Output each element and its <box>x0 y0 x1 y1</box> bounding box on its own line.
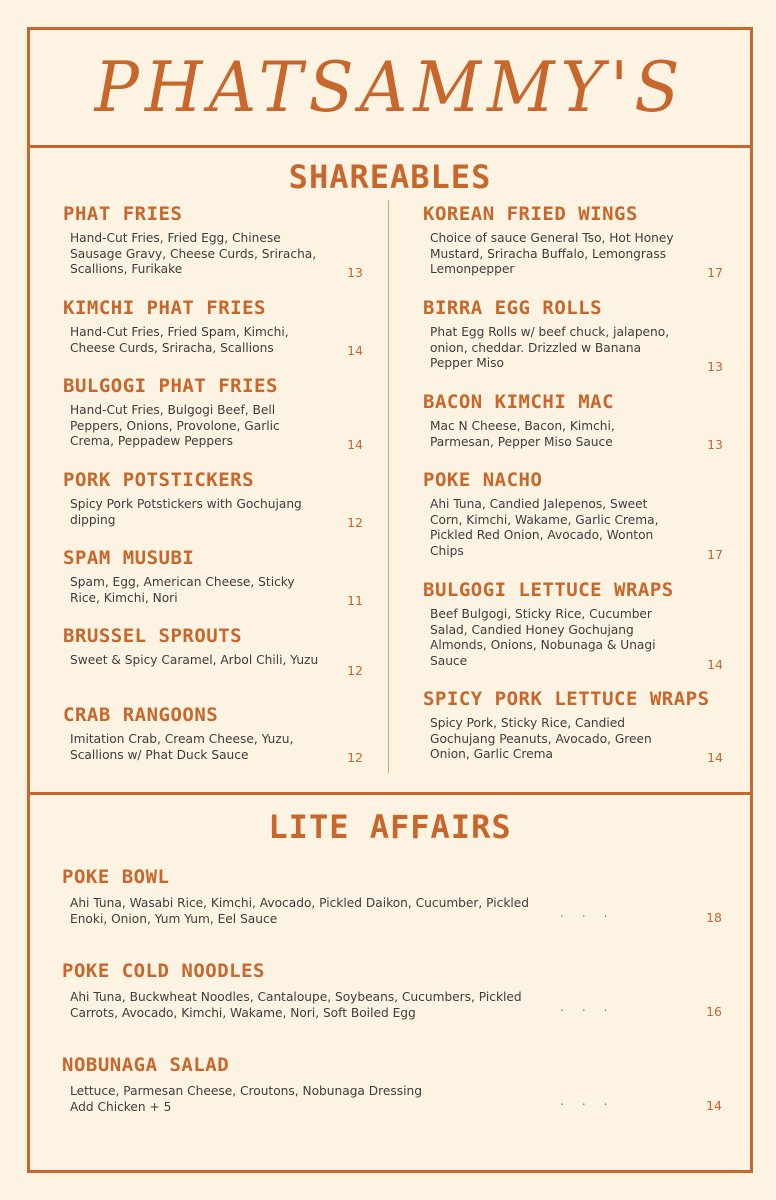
item-price: 13 <box>707 359 723 374</box>
item-name: PORK POTSTICKERS <box>63 469 255 491</box>
column-divider <box>388 200 389 773</box>
item-name: POKE NACHO <box>423 469 543 491</box>
menu-item <box>423 297 723 372</box>
item-name: CRAB RANGOONS <box>63 704 219 726</box>
item-name: BRUSSEL SPROUTS <box>63 625 243 647</box>
item-description: Beef Bulgogi, Sticky Rice, Cucumber Salad, Candied Honey Gochujang Almonds, Onions, Nobunaga & Unagi Sauce <box>430 607 656 668</box>
item-description: Sweet & Spicy Caramel, Arbol Chili, Yuzu <box>70 653 319 667</box>
item-description: Hand-Cut Fries, Bulgogi Beef, Bell Peppers, Onions, Provolone, Garlic Crema, Peppadew Peppers <box>70 403 280 449</box>
item-price: 14 <box>707 657 723 672</box>
item-description: Imitation Crab, Cream Cheese, Yuzu, Scallions w/ Phat Duck Sauce <box>70 732 294 762</box>
item-description: Spicy Pork, Sticky Rice, Candied Gochujang Peanuts, Avocado, Green Onion, Garlic Crema <box>430 716 652 762</box>
item-name: BIRRA EGG ROLLS <box>423 297 603 319</box>
item-name: SPAM MUSUBI <box>63 547 195 569</box>
item-name: KOREAN FRIED WINGS <box>423 203 638 225</box>
item-description: Mac N Cheese, Bacon, Kimchi, Parmesan, Pepper Miso Sauce <box>430 419 615 449</box>
item-description: Spicy Pork Potstickers with Gochujang dipping <box>70 497 302 527</box>
item-price: 11 <box>347 593 363 608</box>
item-name: KIMCHI PHAT FRIES <box>63 297 266 319</box>
menu-item <box>63 625 363 678</box>
item-name: NOBUNAGA SALAD <box>62 1054 230 1076</box>
item-price: 14 <box>347 437 363 452</box>
menu-item <box>423 203 723 278</box>
restaurant-title: PHATSAMMY'S <box>94 47 686 128</box>
item-name: POKE BOWL <box>62 866 170 888</box>
item-price: 12 <box>347 663 363 678</box>
item-description-line: Lettuce, Parmesan Cheese, Croutons, Nobunaga Dressing <box>70 1084 422 1098</box>
menu-item <box>63 547 363 606</box>
item-description: Hand-Cut Fries, Fried Egg, Chinese Sausage Gravy, Cheese Curds, Sriracha, Scallions, Furikake <box>70 231 317 277</box>
item-price: 12 <box>347 750 363 765</box>
menu-item <box>63 375 363 450</box>
item-description: Ahi Tuna, Candied Jalepenos, Sweet Corn, Kimchi, Wakame, Garlic Crema, Pickled Red Onion, Avocado, Wonton Chips <box>430 497 659 558</box>
item-description: Phat Egg Rolls w/ beef chuck, jalapeno, onion, cheddar. Drizzled w Banana Pepper Miso <box>430 325 670 371</box>
item-description: Ahi Tuna, Buckwheat Noodles, Cantaloupe, Soybeans, Cucumbers, Pickled Carrots, Avocado, Kimchi, Wakame, Nori, Soft Boiled Egg <box>70 990 522 1020</box>
leader-dots: ... <box>560 906 626 920</box>
leader-dots: ... <box>560 1000 626 1014</box>
item-name: BULGOGI PHAT FRIES <box>63 375 278 397</box>
item-description <box>70 1084 540 1115</box>
item-description: Spam, Egg, American Cheese, Sticky Rice, Kimchi, Nori <box>70 575 295 605</box>
menu-item <box>62 1054 722 1115</box>
item-price: 14 <box>707 750 723 765</box>
item-name: BULGOGI LETTUCE WRAPS <box>423 579 674 601</box>
leader-dots: ... <box>560 1094 626 1108</box>
item-description: Choice of sauce General Tso, Hot Honey Mustard, Sriracha Buffalo, Lemongrass Lemonpepper <box>430 231 674 277</box>
item-price: 14 <box>706 1098 722 1113</box>
shareables-heading: SHAREABLES <box>288 158 492 196</box>
item-price: 18 <box>706 910 722 925</box>
item-name: BACON KIMCHI MAC <box>423 391 615 413</box>
menu-item <box>63 297 363 356</box>
menu-frame <box>27 27 753 1173</box>
item-description: Ahi Tuna, Wasabi Rice, Kimchi, Avocado, Pickled Daikon, Cucumber, Pickled Enoki, Onion, Yum Yum, Eel Sauce <box>70 896 530 926</box>
menu-item <box>62 866 722 927</box>
item-name: SPICY PORK LETTUCE WRAPS <box>423 688 710 710</box>
section-divider <box>30 792 750 795</box>
item-addon: Add Chicken + 5 <box>70 1099 172 1114</box>
title-band <box>30 30 750 148</box>
item-name: PHAT FRIES <box>63 203 183 225</box>
item-price: 12 <box>347 515 363 530</box>
menu-item <box>63 203 363 278</box>
item-price: 17 <box>707 547 723 562</box>
menu-item <box>62 960 722 1021</box>
menu-item <box>423 688 723 763</box>
menu-item <box>63 469 363 528</box>
item-price: 17 <box>707 265 723 280</box>
item-price: 13 <box>347 265 363 280</box>
item-price: 16 <box>706 1004 722 1019</box>
menu-item <box>63 704 363 763</box>
item-description: Hand-Cut Fries, Fried Spam, Kimchi, Cheese Curds, Sriracha, Scallions <box>70 325 289 355</box>
item-name: POKE COLD NOODLES <box>62 960 265 982</box>
menu-item <box>423 469 723 562</box>
menu-item <box>423 579 723 672</box>
item-price: 14 <box>347 343 363 358</box>
menu-item <box>423 391 723 450</box>
item-price: 13 <box>707 437 723 452</box>
lite-affairs-heading: LITE AFFAIRS <box>268 808 512 846</box>
